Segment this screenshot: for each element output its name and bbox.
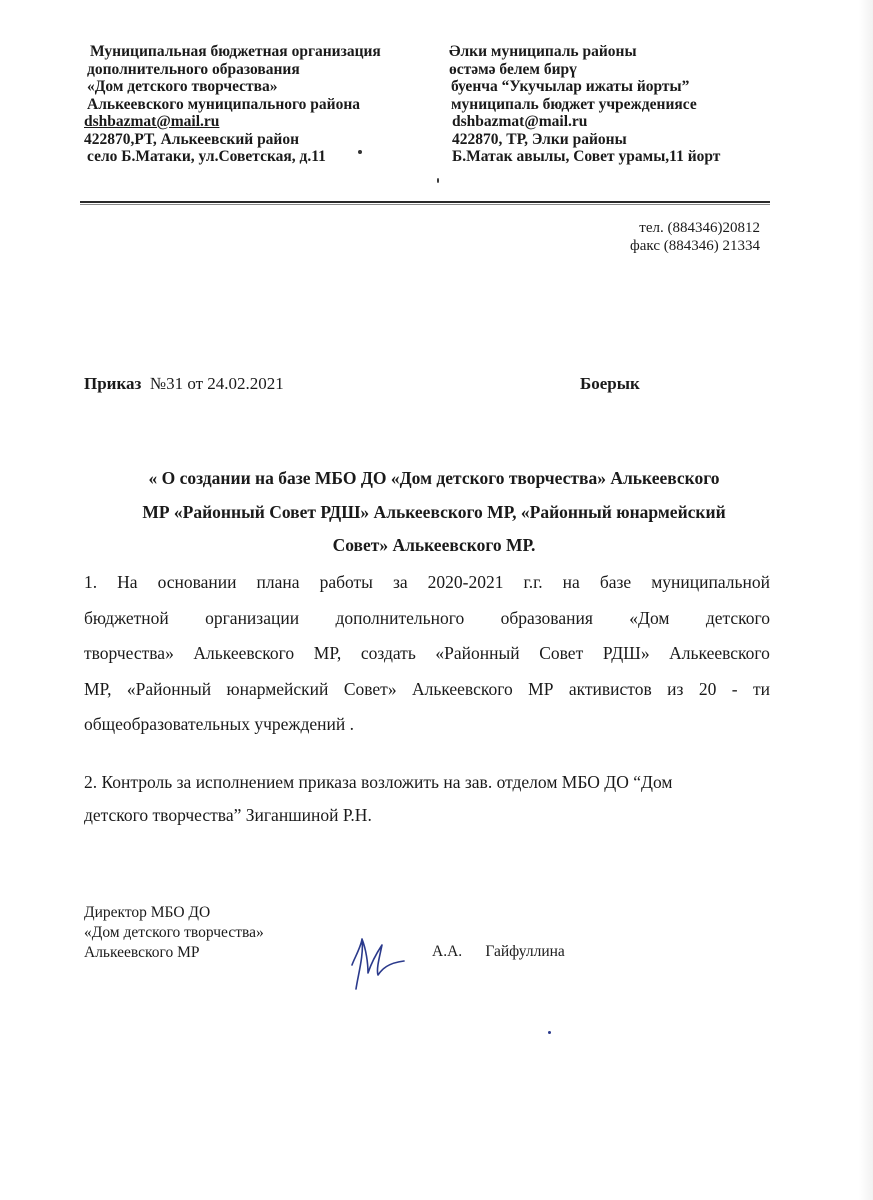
word: из [667,678,684,699]
header-right-line: өстәмә белем бирү [449,60,577,78]
header-right-block [449,43,720,166]
word: Алькеевского [411,678,513,699]
order-line [84,374,284,394]
word: МР, [84,678,112,699]
title-line: « О создании на базе МБО ДО «Дом детского творчества» Алькеевского [148,468,720,488]
word: Совет» [343,678,397,699]
header-right-line: 422870, ТР, Элки районы [452,130,627,148]
word: бюджетной [84,607,169,628]
word: 2020-2021 [427,572,504,592]
title-line: Совет» Алькеевского МР. [332,535,536,555]
scan-speck [548,1031,551,1034]
paragraph-2-line: 2. Контроль за исполнением приказа возложить на зав. отделом МБО ДО “Дом [84,772,673,792]
word: Алькеевского [193,643,295,663]
order-title [70,462,798,563]
header-left-line: село Б.Матаки, ул.Советская, д.11 [87,148,326,165]
word: 1. [84,572,98,592]
header-left-block [84,43,381,166]
paragraph-1-line [84,601,770,637]
word: РДШ» [602,643,650,663]
header-left-line: Алькеевского муниципального района [87,95,361,113]
order-number-date: №31 от 24.02.2021 [149,374,284,393]
word: детского [705,607,770,628]
header-left-line: дополнительного образования [87,60,300,78]
signer-surname: Гайфуллина [485,943,565,960]
word: «Районный [126,678,212,699]
word: МР, [313,643,342,663]
fax-text: факс (884346) 21334 [630,238,760,254]
word: базе [599,572,632,592]
paragraph-1 [84,565,770,743]
position-line: Директор МБО ДО [84,904,211,921]
header-right-line: Б.Матак авылы, Совет урамы,11 йорт [452,148,721,165]
word: активистов [568,678,652,699]
signatory-position [84,903,264,963]
header-right-email: dshbazmat@mail.ru [452,113,588,130]
word: образования [500,607,593,628]
word: ти [752,678,770,699]
header-left-line: Муниципальная бюджетная организация [90,43,381,60]
word: - [731,678,738,699]
header-right-line: муниципаль бюджет учреждениясе [451,95,697,113]
word: дополнительного [335,607,465,628]
word: творчества» [84,643,174,663]
paragraph-1-line [84,636,770,672]
position-line: Алькеевского МР [84,944,200,961]
word: МР [528,678,554,699]
word: плана [256,572,300,592]
position-line: «Дом детского творчества» [84,924,264,941]
word: муниципальной [651,572,770,592]
title-line: МР «Районный Совет РДШ» Алькеевского МР, «Районный юнармейский [142,501,726,522]
paragraph-2 [84,766,774,832]
paragraph-1-line [84,565,770,601]
contacts-block [560,219,760,255]
handwritten-signature [346,925,408,995]
scan-speck [358,150,362,154]
word: «Районный [435,643,520,663]
phone-text: тел. (884346)20812 [639,220,760,236]
header-left-line: «Дом детского творчества» [87,78,278,95]
word: 20 [698,678,717,699]
order-word: Приказ [84,374,142,393]
word: На [117,572,138,592]
order-tatar-word: Боерык [580,374,640,393]
word: г.г. [523,572,543,592]
word: основании [157,572,237,592]
header-right-line: Әлки муниципаль районы [449,43,637,60]
word: на [562,572,580,592]
word: создать [360,643,416,663]
word: «Дом [629,607,670,628]
scan-speck [437,178,439,183]
signer-initials: А.А. [432,943,463,960]
header-divider-thin [80,204,770,205]
header-divider [80,201,770,203]
header-right-line: буенча “Укучылар ижаты йорты” [451,78,690,95]
header-left-email: dshbazmat@mail.ru [84,113,220,130]
word: организации [205,607,300,628]
word: Совет [539,643,584,663]
word: юнармейский [226,678,329,699]
paragraph-2-line: детского творчества” Зиганшиной Р.Н. [84,805,372,825]
word: за [392,572,408,592]
paragraph-1-last-line: общеобразовательных учреждений . [84,714,355,734]
word: работы [319,572,373,592]
scan-edge-shadow [859,0,873,1200]
signer-name [432,943,565,961]
word: Алькеевского [669,643,770,663]
header-left-line: 422870,РТ, Алькеевский район [84,130,300,148]
paragraph-1-line [84,672,770,708]
